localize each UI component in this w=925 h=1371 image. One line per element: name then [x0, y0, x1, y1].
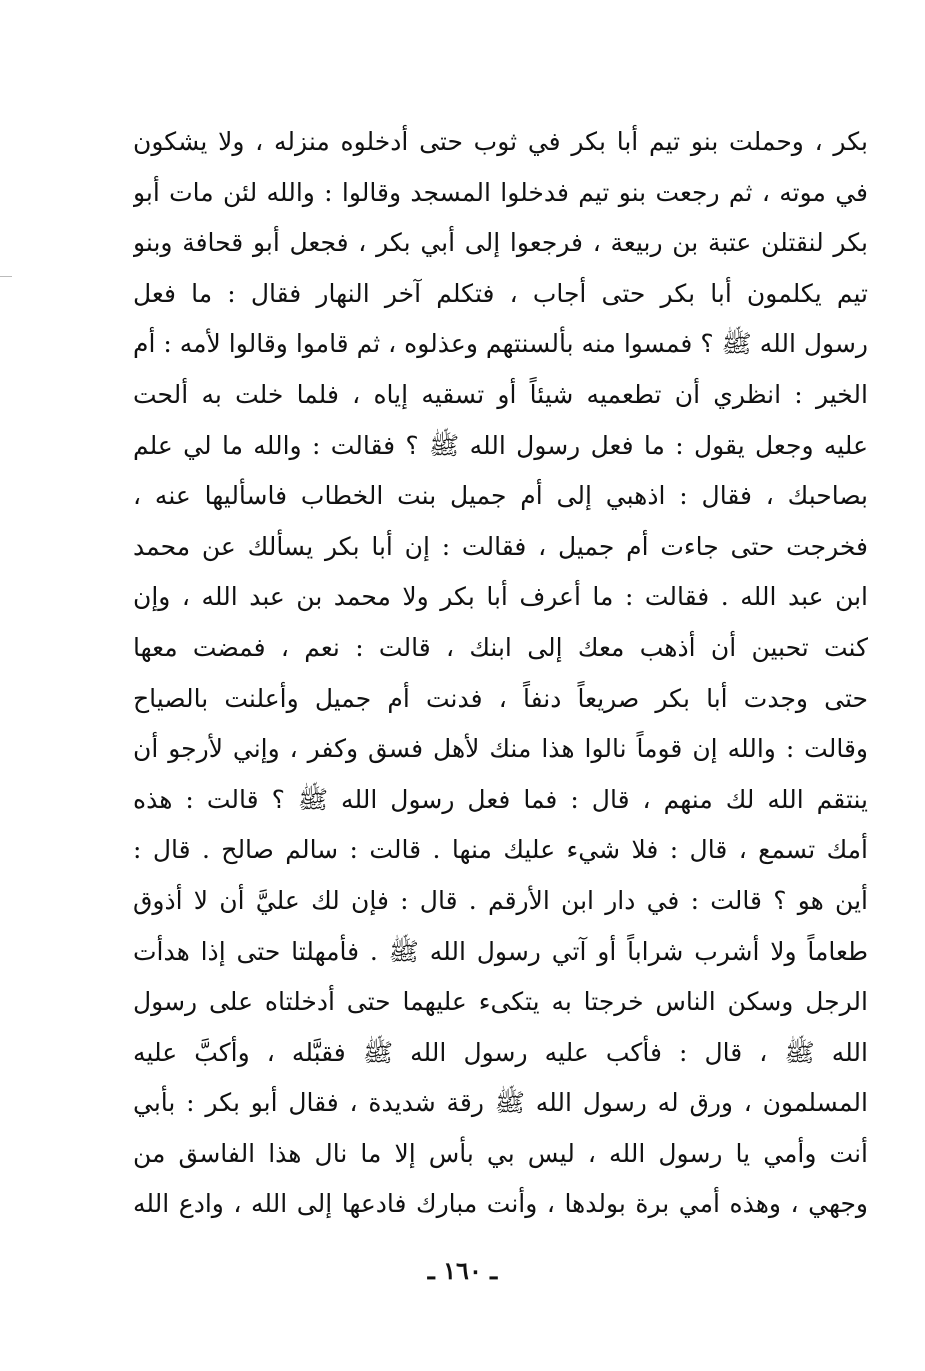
- text-line: كنت تحبين أن أذهب معك إلى ابنك ، قالت : نعم ، فمضت معها: [133, 632, 868, 662]
- text-line: فخرجت حتى جاءت أم جميل ، فقالت : إن أبا بكر يسألك عن محمد: [133, 531, 868, 561]
- text-line: بكر ، وحملت بنو تيم أبا بكر في ثوب حتى أدخلوه منزله ، ولا يشكون: [133, 127, 868, 156]
- text-line: عليه وجعل يقول : ما فعل رسول الله ﷺ ؟ فقالت : والله ما لي علم: [133, 430, 868, 460]
- text-line: ينتقم الله لك منهم ، قال : فما فعل رسول الله ﷺ ؟ قالت : هذه: [133, 784, 868, 814]
- text-line: الخير : انظري أن تطعميه شيئاً أو تسقيه إياه ، فلما خلت به ألحت: [133, 379, 868, 409]
- text-line: أمك تسمع ، قال : فلا شيء عليك منها . قالت : سالم صالح . قال :: [133, 835, 868, 865]
- text-line: الرجل وسكن الناس خرجتا به يتكىء عليهما حتى أدخلتاه على رسول: [133, 987, 868, 1017]
- text-line: حتى وجدت أبا بكر صريعاً دنفاً ، فدنت أم جميل وأعلنت بالصياح: [133, 683, 868, 713]
- text-line: بصاحبك ، فقال : اذهبي إلى أم جميل بنت الخطاب فاسأليها عنه ،: [133, 481, 868, 511]
- text-line: الله ﷺ ، قال : فأكب عليه رسول الله ﷺ فقبَّله ، وأكبَّ عليه: [133, 1037, 868, 1067]
- text-line: في موته ، ثم رجعت بنو تيم فدخلوا المسجد وقالوا : والله لئن مات أبو: [133, 177, 868, 207]
- text-line: أين هو ؟ قالت : في دار ابن الأرقم . قال : فإن لك عليَّ أن لا أذوق: [133, 885, 868, 915]
- text-line: طعاماً ولا أشرب شراباً أو آتي رسول الله ﷺ . فأمهلتا حتى إذا هدأت: [133, 936, 868, 966]
- text-line: تيم يكلمون أبا بكر حتى أجاب ، فتكلم آخر النهار فقال : ما فعل: [133, 278, 868, 308]
- text-line: رسول الله ﷺ ؟ فمسوا منه بألسنتهم وعذلوه ، ثم قاموا وقالوا لأمه : أم: [133, 329, 868, 359]
- scan-edge-mark: [0, 276, 12, 277]
- text-line: وجهي ، وهذه أمي برة بولدها ، وأنت مبارك فادعها إلى الله ، وادع الله: [133, 1189, 868, 1219]
- page-number: ـ ١٦٠ ـ: [427, 1256, 498, 1285]
- text-line: المسلمون ، ورق له رسول الله ﷺ رقة شديدة ، فقال أبو بكر : بأبي: [133, 1088, 868, 1118]
- text-line: ابن عبد الله . فقالت : ما أعرف أبا بكر ولا محمد بن عبد الله ، وإن: [133, 582, 868, 612]
- text-line: بكر لنقتلن عتبة بن ربيعة ، فرجعوا إلى أبي بكر ، فجعل أبو قحافة وبنو: [133, 228, 868, 258]
- text-line: أنت وأمي يا رسول الله ، ليس بي بأس إلا ما نال هذا الفاسق من: [133, 1138, 868, 1168]
- body-text: [133, 117, 868, 1230]
- text-line: وقالت : والله إن قوماً نالوا هذا منك لأهل فسق وكفر ، وإني لأرجو أن: [133, 734, 868, 764]
